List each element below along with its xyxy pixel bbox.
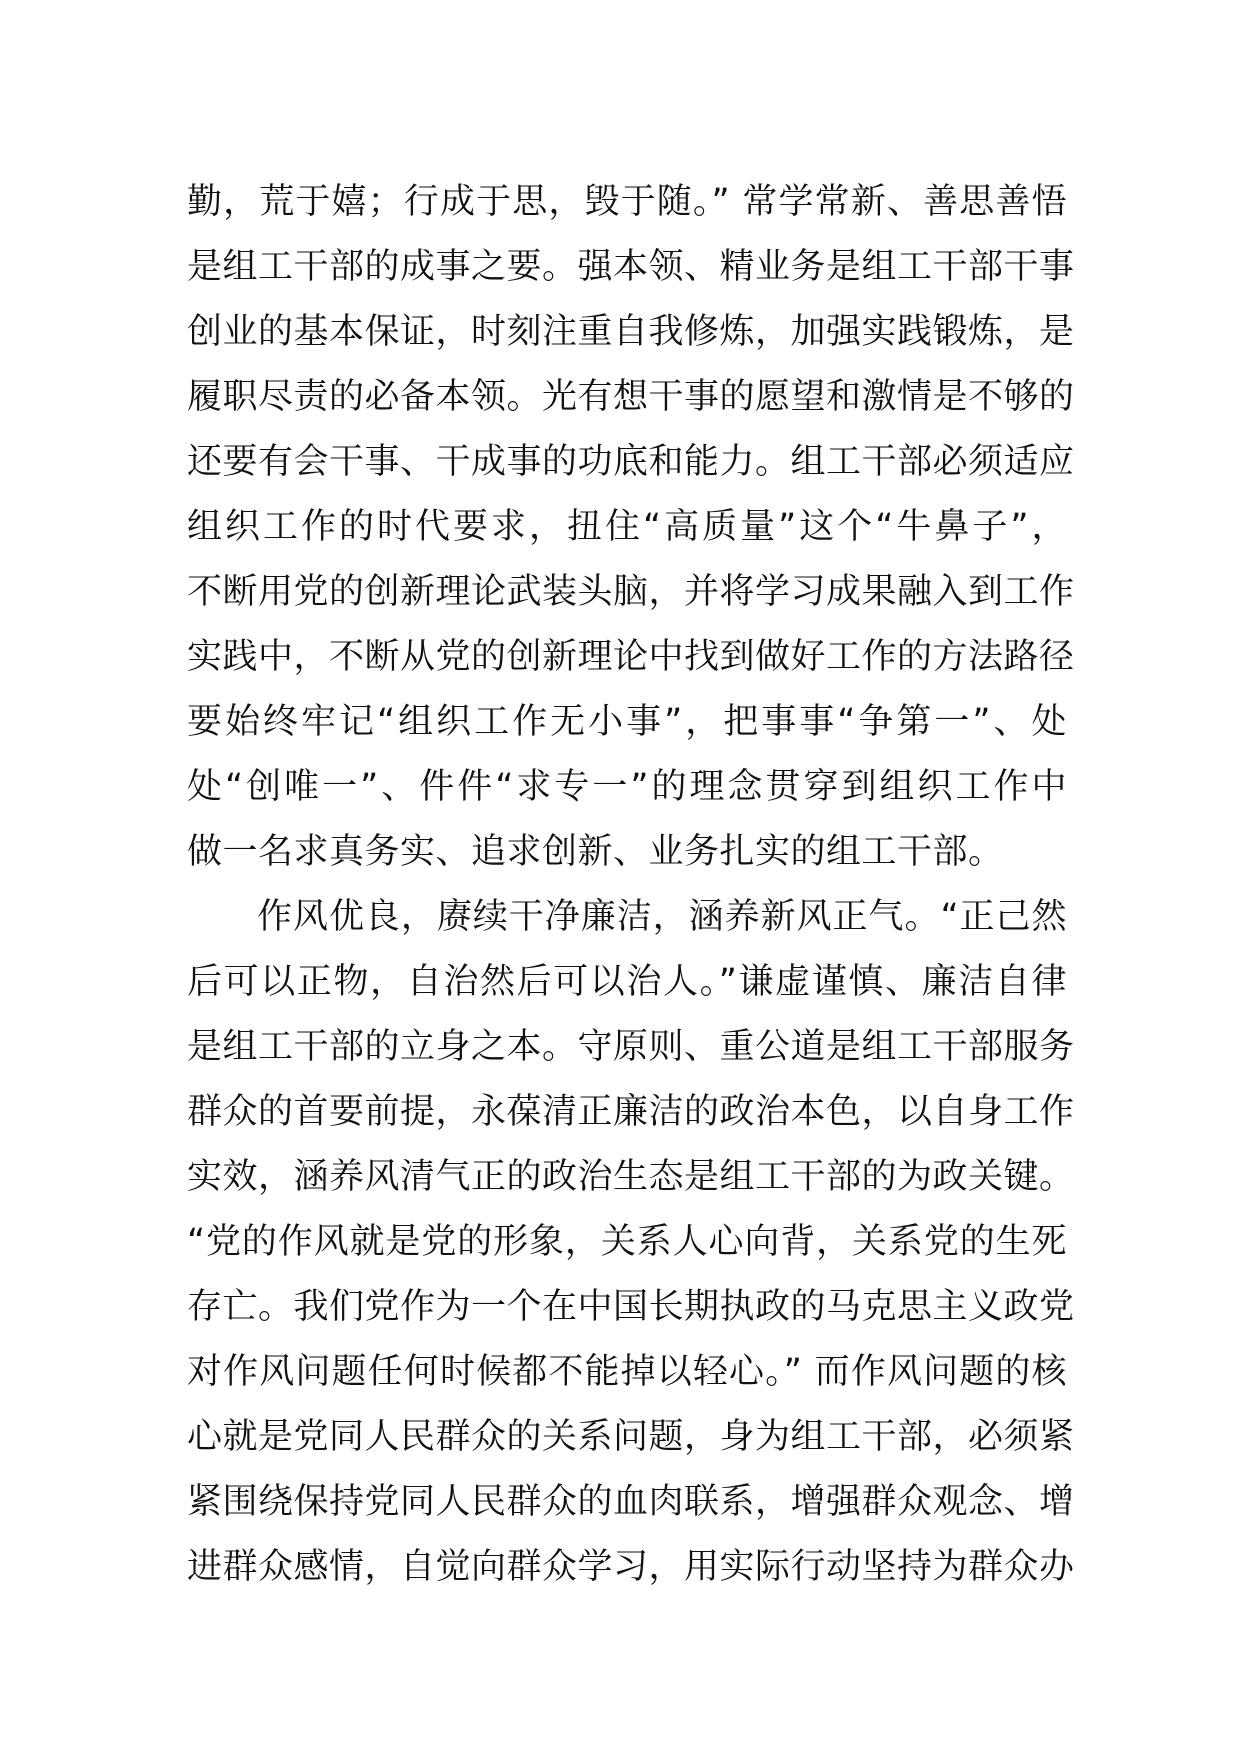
text-line: 组织工作的时代要求，扭住“高质量”这个“牛鼻子”，	[187, 507, 1067, 547]
text-line: 实效，涵养风清气正的政治生态是组工干部的为政关键。	[187, 1157, 1075, 1197]
text-line: 紧围绕保持党同人民群众的血肉联系，增强群众观念、增	[187, 1482, 1075, 1522]
text-line: 还要有会干事、干成事的功底和能力。组工干部必须适应	[187, 442, 1075, 482]
paragraph-start-line: 作风优良，赓续干净廉洁，涵养新风正气。“正己然	[257, 897, 1067, 937]
text-line: 要始终牢记“组织工作无小事”，把事事“争第一”、处	[187, 702, 1067, 742]
text-line: 存亡。我们党作为一个在中国长期执政的马克思主义政党	[187, 1287, 1075, 1327]
text-line: 心就是党同人民群众的关系问题，身为组工干部，必须紧	[187, 1417, 1075, 1457]
text-line: 履职尽责的必备本领。光有想干事的愿望和激情是不够的	[187, 377, 1075, 417]
text-line: 是组工干部的立身之本。守原则、重公道是组工干部服务	[187, 1027, 1075, 1067]
text-line: 后可以正物，自治然后可以治人。”谦虚谨慎、廉洁自律	[187, 962, 1067, 1002]
text-line: 创业的基本保证，时刻注重自我修炼，加强实践锻炼，是	[187, 312, 1075, 352]
text-line: 处“创唯一”、件件“求专一”的理念贯穿到组织工作中	[187, 767, 1067, 807]
text-line: 勤，荒于嬉；行成于思，毁于随。” 常学常新、善思善悟	[187, 182, 1067, 222]
paragraph-end-line: 做一名求真务实、追求创新、业务扎实的组工干部。	[187, 832, 1004, 872]
text-line: 实践中，不断从党的创新理论中找到做好工作的方法路径	[187, 637, 1075, 677]
text-line: 不断用党的创新理论武装头脑，并将学习成果融入到工作	[187, 572, 1075, 612]
text-line: 群众的首要前提，永葆清正廉洁的政治本色，以自身工作	[187, 1092, 1075, 1132]
text-line: 进群众感情，自觉向群众学习，用实际行动坚持为群众办	[187, 1547, 1075, 1587]
body-text	[187, 170, 1075, 1600]
text-line: 是组工干部的成事之要。强本领、精业务是组工干部干事	[187, 247, 1075, 287]
text-line: “党的作风就是党的形象，关系人心向背，关系党的生死	[187, 1222, 1067, 1262]
text-line: 对作风问题任何时候都不能掉以轻心。” 而作风问题的核	[187, 1352, 1067, 1392]
